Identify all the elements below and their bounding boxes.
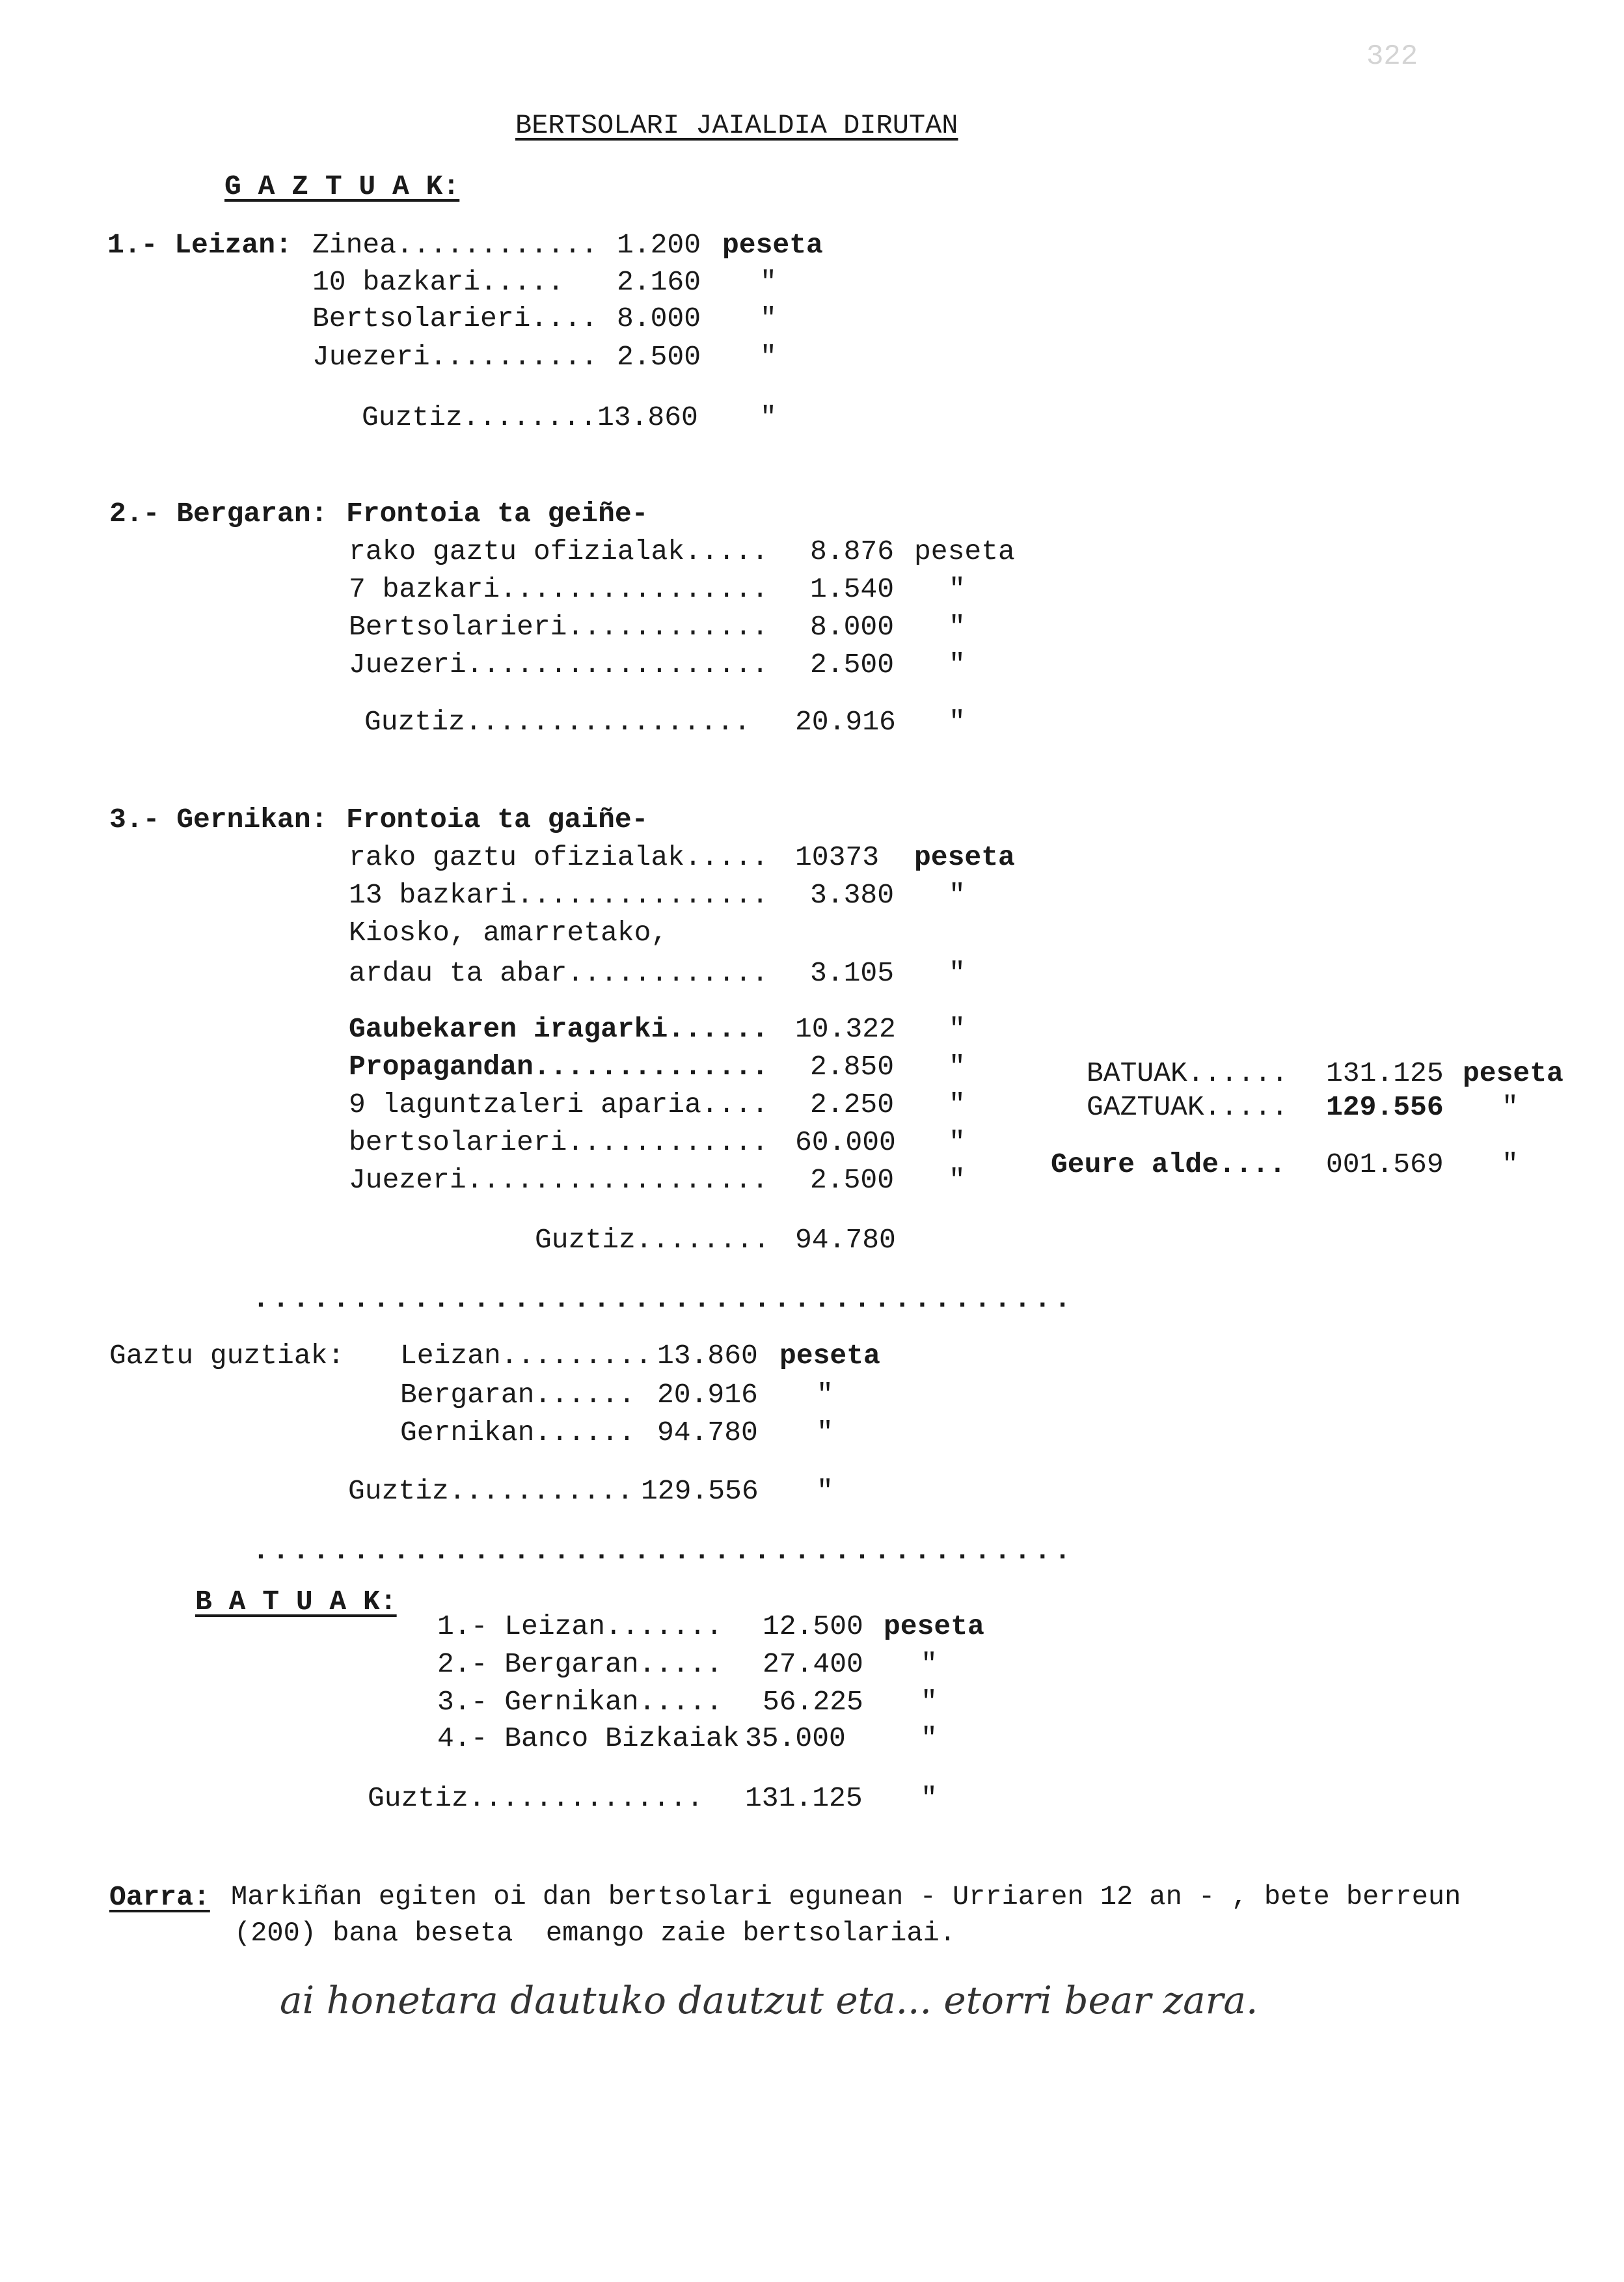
ditto-mark: " bbox=[817, 1417, 833, 1448]
leiza-amount: 8.000 bbox=[617, 303, 701, 334]
note-line-1: Markiñan egiten oi dan bertsolari egunean - Urriaren 12 an - , bete berreun bbox=[231, 1881, 1461, 1912]
dotted-separator: ......................................... bbox=[252, 1535, 1074, 1567]
ditto-mark: " bbox=[949, 1089, 966, 1121]
gernika-item: Frontoia ta gaiñe- bbox=[346, 804, 649, 835]
gaztu-guztiak-amount: 13.860 bbox=[657, 1340, 758, 1372]
leiza-amount: 2.160 bbox=[617, 266, 701, 298]
bergara-item: Frontoia ta geiñe- bbox=[346, 498, 649, 530]
gaztu-guztiak-total: 129.556 bbox=[641, 1475, 759, 1507]
gernika-amount: 3.105 bbox=[810, 957, 895, 989]
bergara-item: Juezeri.................. bbox=[349, 649, 769, 681]
summary-unit: " bbox=[1502, 1148, 1519, 1180]
unit-label: peseta bbox=[779, 1340, 880, 1372]
batuak-amount: 12.500 bbox=[763, 1610, 863, 1642]
ditto-mark: " bbox=[949, 879, 966, 911]
ditto-mark: " bbox=[949, 1164, 966, 1196]
note-line-2: (200) bana beseta emango zaie bertsolariai. bbox=[234, 1918, 956, 1949]
gaztu-guztiak-item: Gernikan...... bbox=[400, 1417, 636, 1448]
ditto-mark: " bbox=[949, 957, 966, 989]
batuak-item: 3.- Gernikan..... bbox=[437, 1686, 723, 1718]
gernika-item: 9 laguntzaleri aparia.... bbox=[349, 1089, 769, 1121]
gaztu-guztiak-amount: 94.780 bbox=[657, 1417, 758, 1448]
bergara-amount: 1.540 bbox=[810, 573, 895, 605]
gaztuak-heading: G A Z T U A K: bbox=[224, 170, 460, 202]
leiza-amount: 2.500 bbox=[617, 341, 701, 373]
ditto-mark: " bbox=[760, 341, 777, 373]
gernika-item: Juezeri.................. bbox=[349, 1164, 769, 1196]
ditto-mark: " bbox=[949, 1013, 966, 1045]
batuak-amount: 35.000 bbox=[745, 1722, 846, 1754]
summary-amount: 131.125 bbox=[1326, 1057, 1444, 1089]
ditto-mark: " bbox=[817, 1475, 833, 1507]
note-label: Oarra: bbox=[109, 1881, 210, 1913]
gernika-item: bertsolarieri............ bbox=[349, 1126, 769, 1158]
batuak-item: 1.- Leizan....... bbox=[437, 1610, 723, 1642]
gernika-item: rako gaztu ofizialak..... bbox=[349, 841, 769, 873]
gaztu-guztiak-amount: 20.916 bbox=[657, 1379, 758, 1411]
gernika-label: 3.- Gernikan: bbox=[109, 804, 328, 835]
ditto-mark: " bbox=[760, 266, 777, 298]
gernika-total: 94.780 bbox=[795, 1224, 896, 1256]
unit-label: peseta bbox=[914, 841, 1015, 873]
gernika-amount: 3.380 bbox=[810, 879, 895, 911]
gernika-total-label: Guztiz........ bbox=[535, 1224, 770, 1256]
page-number: 322 bbox=[1366, 40, 1418, 73]
summary-unit: peseta bbox=[1463, 1057, 1563, 1089]
leiza-total: 13.860 bbox=[597, 401, 698, 433]
leiza-item: 10 bazkari..... bbox=[312, 266, 565, 298]
ditto-mark: " bbox=[921, 1722, 938, 1754]
unit-label: peseta bbox=[914, 536, 1015, 567]
ditto-mark: " bbox=[949, 1051, 966, 1083]
gaztu-guztiak-item: Leizan......... bbox=[400, 1340, 653, 1372]
gernika-amount: 2.850 bbox=[810, 1051, 895, 1083]
ditto-mark: " bbox=[949, 573, 966, 605]
summary-amount: 001.569 bbox=[1326, 1148, 1444, 1180]
leiza-item: Bertsolarieri.... bbox=[312, 303, 598, 334]
gaztu-guztiak-total-label: Guztiz........... bbox=[348, 1475, 634, 1507]
gernika-amount: 60.000 bbox=[795, 1126, 896, 1158]
bergara-item: Bertsolarieri............ bbox=[349, 611, 769, 643]
bergara-item: 7 bazkari................ bbox=[349, 573, 769, 605]
leiza-total-label: Guztiz........ bbox=[362, 401, 597, 433]
batuak-total: 131.125 bbox=[745, 1782, 863, 1814]
gernika-amount: 10.322 bbox=[795, 1013, 896, 1045]
leiza-amount: 1.200 bbox=[617, 229, 701, 261]
batuak-amount: 56.225 bbox=[763, 1686, 863, 1718]
ditto-mark: " bbox=[921, 1648, 938, 1680]
summary-label: BATUAK...... bbox=[1087, 1057, 1288, 1089]
gernika-item: ardau ta abar............ bbox=[349, 957, 769, 989]
summary-label: GAZTUAK..... bbox=[1087, 1091, 1288, 1123]
ditto-mark: " bbox=[921, 1782, 938, 1814]
ditto-mark: " bbox=[921, 1686, 938, 1718]
page-title: BERTSOLARI JAIALDIA DIRUTAN bbox=[515, 110, 958, 141]
bergara-total-label: Guztiz................. bbox=[364, 706, 751, 738]
batuak-total-label: Guztiz.............. bbox=[368, 1782, 704, 1814]
leiza-item: Juezeri.......... bbox=[312, 341, 598, 373]
gernika-amount: 2.250 bbox=[810, 1089, 895, 1121]
summary-unit: " bbox=[1502, 1091, 1519, 1123]
ditto-mark: " bbox=[760, 401, 777, 433]
gernika-item: Propagandan.............. bbox=[349, 1051, 769, 1083]
ditto-mark: " bbox=[760, 303, 777, 334]
gernika-item: Gaubekaren iragarki...... bbox=[349, 1013, 769, 1045]
handwritten-note: ai honetara dautuko dautzut eta... etorri bear zara. bbox=[280, 1978, 1258, 2022]
ditto-mark: " bbox=[949, 706, 966, 738]
summary-amount: 129.556 bbox=[1326, 1091, 1444, 1123]
batuak-amount: 27.400 bbox=[763, 1648, 863, 1680]
leiza-item: Zinea............ bbox=[312, 229, 598, 261]
gernika-amount: 10373 bbox=[795, 841, 880, 873]
bergara-item: rako gaztu ofizialak..... bbox=[349, 536, 769, 567]
ditto-mark: " bbox=[817, 1379, 833, 1411]
ditto-mark: " bbox=[949, 1126, 966, 1158]
batuak-item: 4.- Banco Bizkaiak bbox=[437, 1722, 740, 1754]
gernika-item: 13 bazkari............... bbox=[349, 879, 769, 911]
leiza-label: 1.- Leizan: bbox=[107, 229, 292, 261]
gaztu-guztiak-label: Gaztu guztiak: bbox=[109, 1340, 345, 1372]
dotted-separator: ......................................... bbox=[252, 1283, 1074, 1315]
bergara-label: 2.- Bergaran: bbox=[109, 498, 328, 530]
unit-label: peseta bbox=[722, 229, 823, 261]
unit-label: peseta bbox=[884, 1610, 984, 1642]
ditto-mark: " bbox=[949, 649, 966, 681]
bergara-amount: 8.876 bbox=[810, 536, 895, 567]
gaztu-guztiak-item: Bergaran...... bbox=[400, 1379, 636, 1411]
batuak-heading: B A T U A K: bbox=[195, 1586, 397, 1618]
ditto-mark: " bbox=[949, 611, 966, 643]
batuak-item: 2.- Bergaran..... bbox=[437, 1648, 723, 1680]
gernika-amount: 2.500 bbox=[810, 1164, 895, 1196]
bergara-amount: 2.500 bbox=[810, 649, 895, 681]
gernika-item: Kiosko, amarretako, bbox=[349, 917, 668, 949]
bergara-amount: 8.000 bbox=[810, 611, 895, 643]
bergara-total: 20.916 bbox=[795, 706, 896, 738]
summary-label: Geure alde.... bbox=[1051, 1148, 1286, 1180]
